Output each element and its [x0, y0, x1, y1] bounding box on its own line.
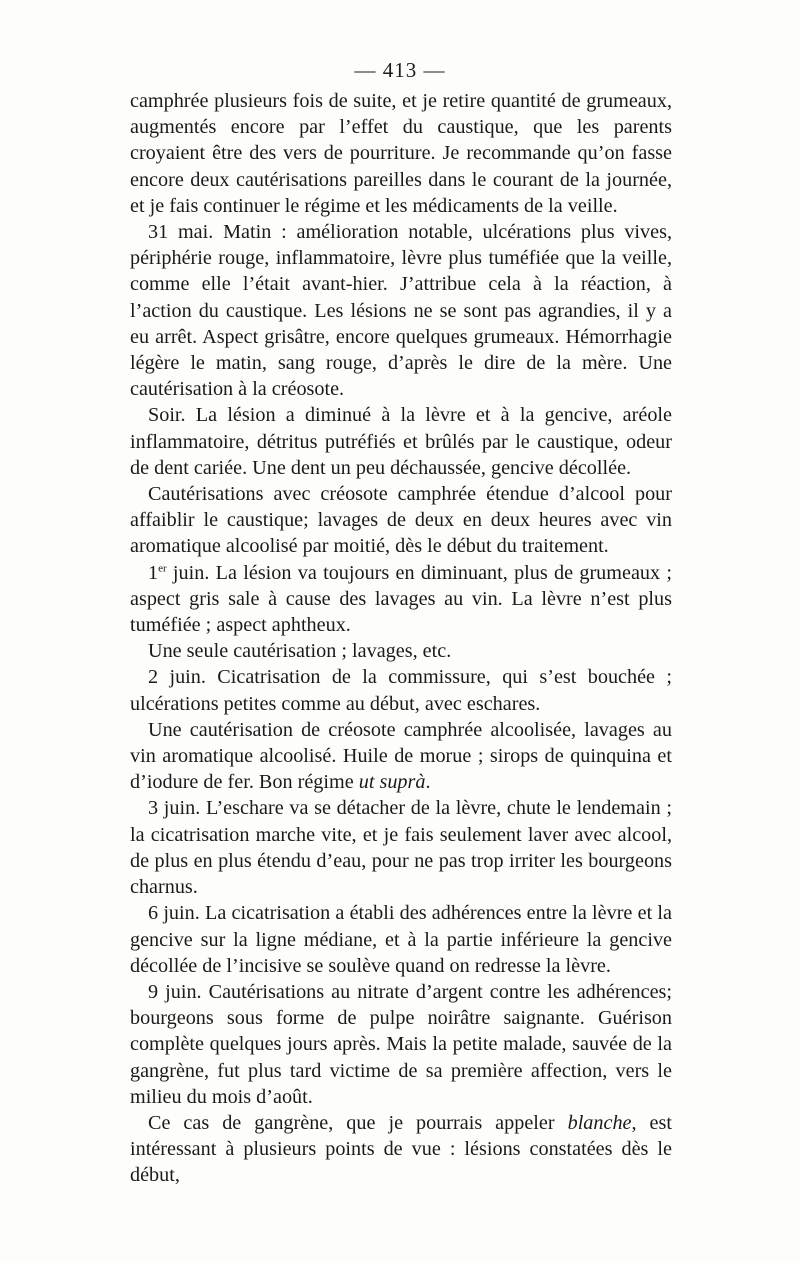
- paragraph-12-text: Ce cas de gangrène, que je pourrais appeler: [148, 1111, 568, 1134]
- paragraph-5-text: juin. La lésion va toujours en diminuant, plus de grumeaux ; aspect gris sale à cause des lavages au vin. La lèvre n’est plus tuméfiée ; aspect aphtheux.: [130, 561, 672, 637]
- paragraph-1: camphrée plusieurs fois de suite, et je retire quantité de grumeaux, augmentés encore par l’effet du caustique, que les parents croyaient être des vers de pourriture. Je recommande qu’on fasse encore deux cautérisations pareilles dans le courant de la journée, et je fais continuer le régime et les médicaments de la veille.: [130, 90, 672, 217]
- paragraph-8-suffix: .: [425, 771, 431, 794]
- date-number: 1: [148, 561, 159, 584]
- paragraph-9: 3 juin. L’eschare va se détacher de la lèvre, chute le lendemain ; la cicatrisation marche vite, et je fais seulement laver avec alcool, de plus en plus étendu d’eau, pour ne pas trop irriter les bourgeons charnus.: [130, 797, 672, 899]
- paragraph-8-text: Une cautérisation de créosote camphrée alcoolisée, lavages au vin aromatique alcoolisé. Huile de morue ; sirops de quinquina et d’iodure de fer. Bon régime: [130, 718, 672, 794]
- italic-phrase: ut suprà: [358, 771, 426, 794]
- paragraph-12-suffix: , est intéressant à plusieurs points de vue : lésions constatées dès le début,: [130, 1111, 672, 1187]
- paragraph-4: Cautérisations avec créosote camphrée étendue d’alcool pour affaiblir le caustique; lavages de deux en deux heures avec vin aromatique alcoolisé par moitié, dès le début du traitement.: [130, 483, 672, 558]
- paragraph-2: 31 mai. Matin : amélioration notable, ulcérations plus vives, périphérie rouge, inflammatoire, lèvre plus tuméfiée que la veille, comme elle l’était avant-hier. J’attribue cela à la réaction, à l’action du caustique. Les lésions ne se sont pas agrandies, il y a eu arrêt. Aspect grisâtre, encore quelques grumeaux. Hémorrhagie légère le matin, sang rouge, d’après le dire de la mère. Une cautérisation à la créosote.: [130, 221, 672, 401]
- paragraph-5: [130, 560, 672, 639]
- paragraph-7: 2 juin. Cicatrisation de la commissure, qui s’est bouchée ; ulcérations petites comme au début, avec eschares.: [130, 666, 672, 715]
- paragraph-6: Une seule cautérisation ; lavages, etc.: [148, 640, 452, 663]
- paragraph-11: 9 juin. Cautérisations au nitrate d’argent contre les adhérences; bourgeons sous forme de pulpe noirâtre saignante. Guérison complète quelques jours après. Mais la petite malade, sauvée de la gangrène, fut plus tard victime de sa première affection, vers le milieu du mois d’août.: [130, 980, 672, 1108]
- paragraph-10: 6 juin. La cicatrisation a établi des adhérences entre la lèvre et la gencive sur la ligne médiane, et à la partie inférieure la gencive décollée de l’incisive se soulève quand on redresse la lèvre.: [130, 902, 672, 977]
- body-text: [130, 88, 672, 1189]
- paragraph-12: [130, 1110, 672, 1189]
- paragraph-8: [130, 717, 672, 796]
- page-number: — 413 —: [354, 58, 446, 82]
- paragraph-3: Soir. La lésion a diminué à la lèvre et à la gencive, aréole inflammatoire, détritus putréfiés et brûlés par le caustique, odeur de dent cariée. Une dent un peu déchaussée, gencive décollée.: [130, 404, 672, 479]
- ordinal-superscript: er: [158, 561, 167, 574]
- italic-word: blanche: [567, 1111, 632, 1134]
